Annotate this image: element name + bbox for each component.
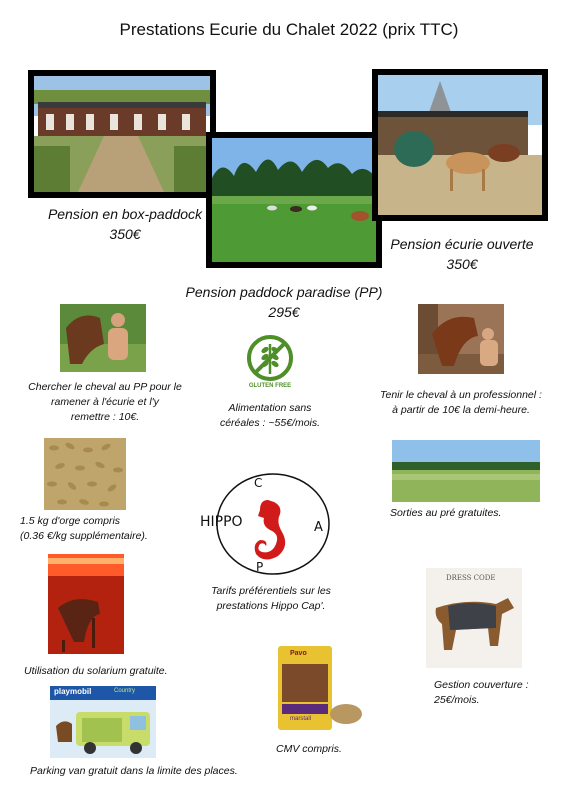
pension-paradise-price: 295€	[268, 304, 300, 320]
van-caption: Parking van gratuit dans la limite des places.	[30, 765, 238, 777]
playmobil-brand: playmobil	[54, 687, 92, 696]
barley-photo	[44, 438, 126, 510]
fetch-horse-line: ramener à l'écurie et l'y	[51, 396, 159, 408]
hippo-tarifs-line: Tarifs préférentiels sur les	[211, 585, 331, 597]
logo-letter-p: P	[256, 560, 264, 574]
diet-line: céréales : ~55€/mois.	[219, 417, 321, 429]
diet-line: Alimentation sans	[228, 402, 312, 414]
professional-holding-horse-photo	[418, 304, 504, 374]
marstall-brand: marstall	[290, 716, 312, 722]
country-brand: Country	[114, 688, 136, 694]
cmv-caption: CMV compris.	[276, 743, 342, 755]
gluten-free-badge-text: GLUTEN FREE	[248, 383, 292, 389]
pavo-brand: Pavo	[290, 650, 307, 657]
diet-caption	[200, 401, 340, 431]
box-paddock-photo	[28, 70, 216, 198]
solarium-photo	[48, 554, 124, 654]
blanket-line: 25€/mois.	[434, 694, 480, 706]
barley-line: 1.5 kg d'orge compris	[20, 515, 121, 527]
pension-box-paddock-name: Pension en box-paddock	[47, 206, 203, 222]
pension-paradise-name: Pension paddock paradise (PP)	[185, 284, 383, 300]
fetch-horse-line: Chercher le cheval au PP pour le	[28, 381, 182, 393]
barley-line: (0.36 €/kg supplémentaire).	[20, 530, 148, 542]
logo-hippo-word: HIPPO	[200, 514, 243, 530]
solarium-caption: Utilisation du solarium gratuite.	[24, 665, 168, 677]
pasture-caption: Sorties au pré gratuites.	[390, 507, 502, 519]
pension-ecurie-ouverte-label	[382, 234, 542, 274]
pension-box-paddock-price: 350€	[109, 226, 141, 242]
pension-ecurie-ouverte-name: Pension écurie ouverte	[390, 236, 534, 252]
hold-horse-line: Tenir le cheval à un professionnel :	[380, 389, 542, 401]
fetch-horse-caption	[20, 380, 190, 425]
pension-paradise-label	[170, 282, 398, 322]
paddock-paradise-photo	[206, 132, 382, 268]
pension-box-paddock-label	[28, 204, 222, 244]
hippo-tarifs-line: prestations Hippo Cap'.	[216, 600, 326, 612]
dress-code-brand: DRESS CODE	[446, 574, 496, 582]
logo-letter-c: C	[254, 476, 263, 490]
playmobil-van-photo	[50, 686, 156, 758]
hippo-tarifs-caption	[196, 584, 346, 614]
hold-horse-caption	[376, 388, 546, 418]
logo-letter-a: A	[314, 520, 323, 535]
cmv-bag-photo	[276, 644, 364, 734]
fetch-horse-line: remettre : 10€.	[70, 411, 140, 423]
blanket-photo	[426, 568, 522, 668]
man-with-horse-photo	[60, 304, 146, 372]
blanket-line: Gestion couverture :	[434, 679, 529, 691]
ecurie-ouverte-photo	[372, 69, 548, 221]
pasture-photo	[392, 440, 540, 502]
blanket-caption	[434, 678, 554, 708]
page-title: Prestations Ecurie du Chalet 2022 (prix TTC)	[119, 20, 459, 39]
pension-ecurie-ouverte-price: 350€	[446, 256, 478, 272]
hold-horse-line: à partir de 10€ la demi-heure.	[392, 404, 530, 416]
hippo-cap-logo	[198, 470, 348, 580]
barley-caption	[20, 514, 200, 544]
